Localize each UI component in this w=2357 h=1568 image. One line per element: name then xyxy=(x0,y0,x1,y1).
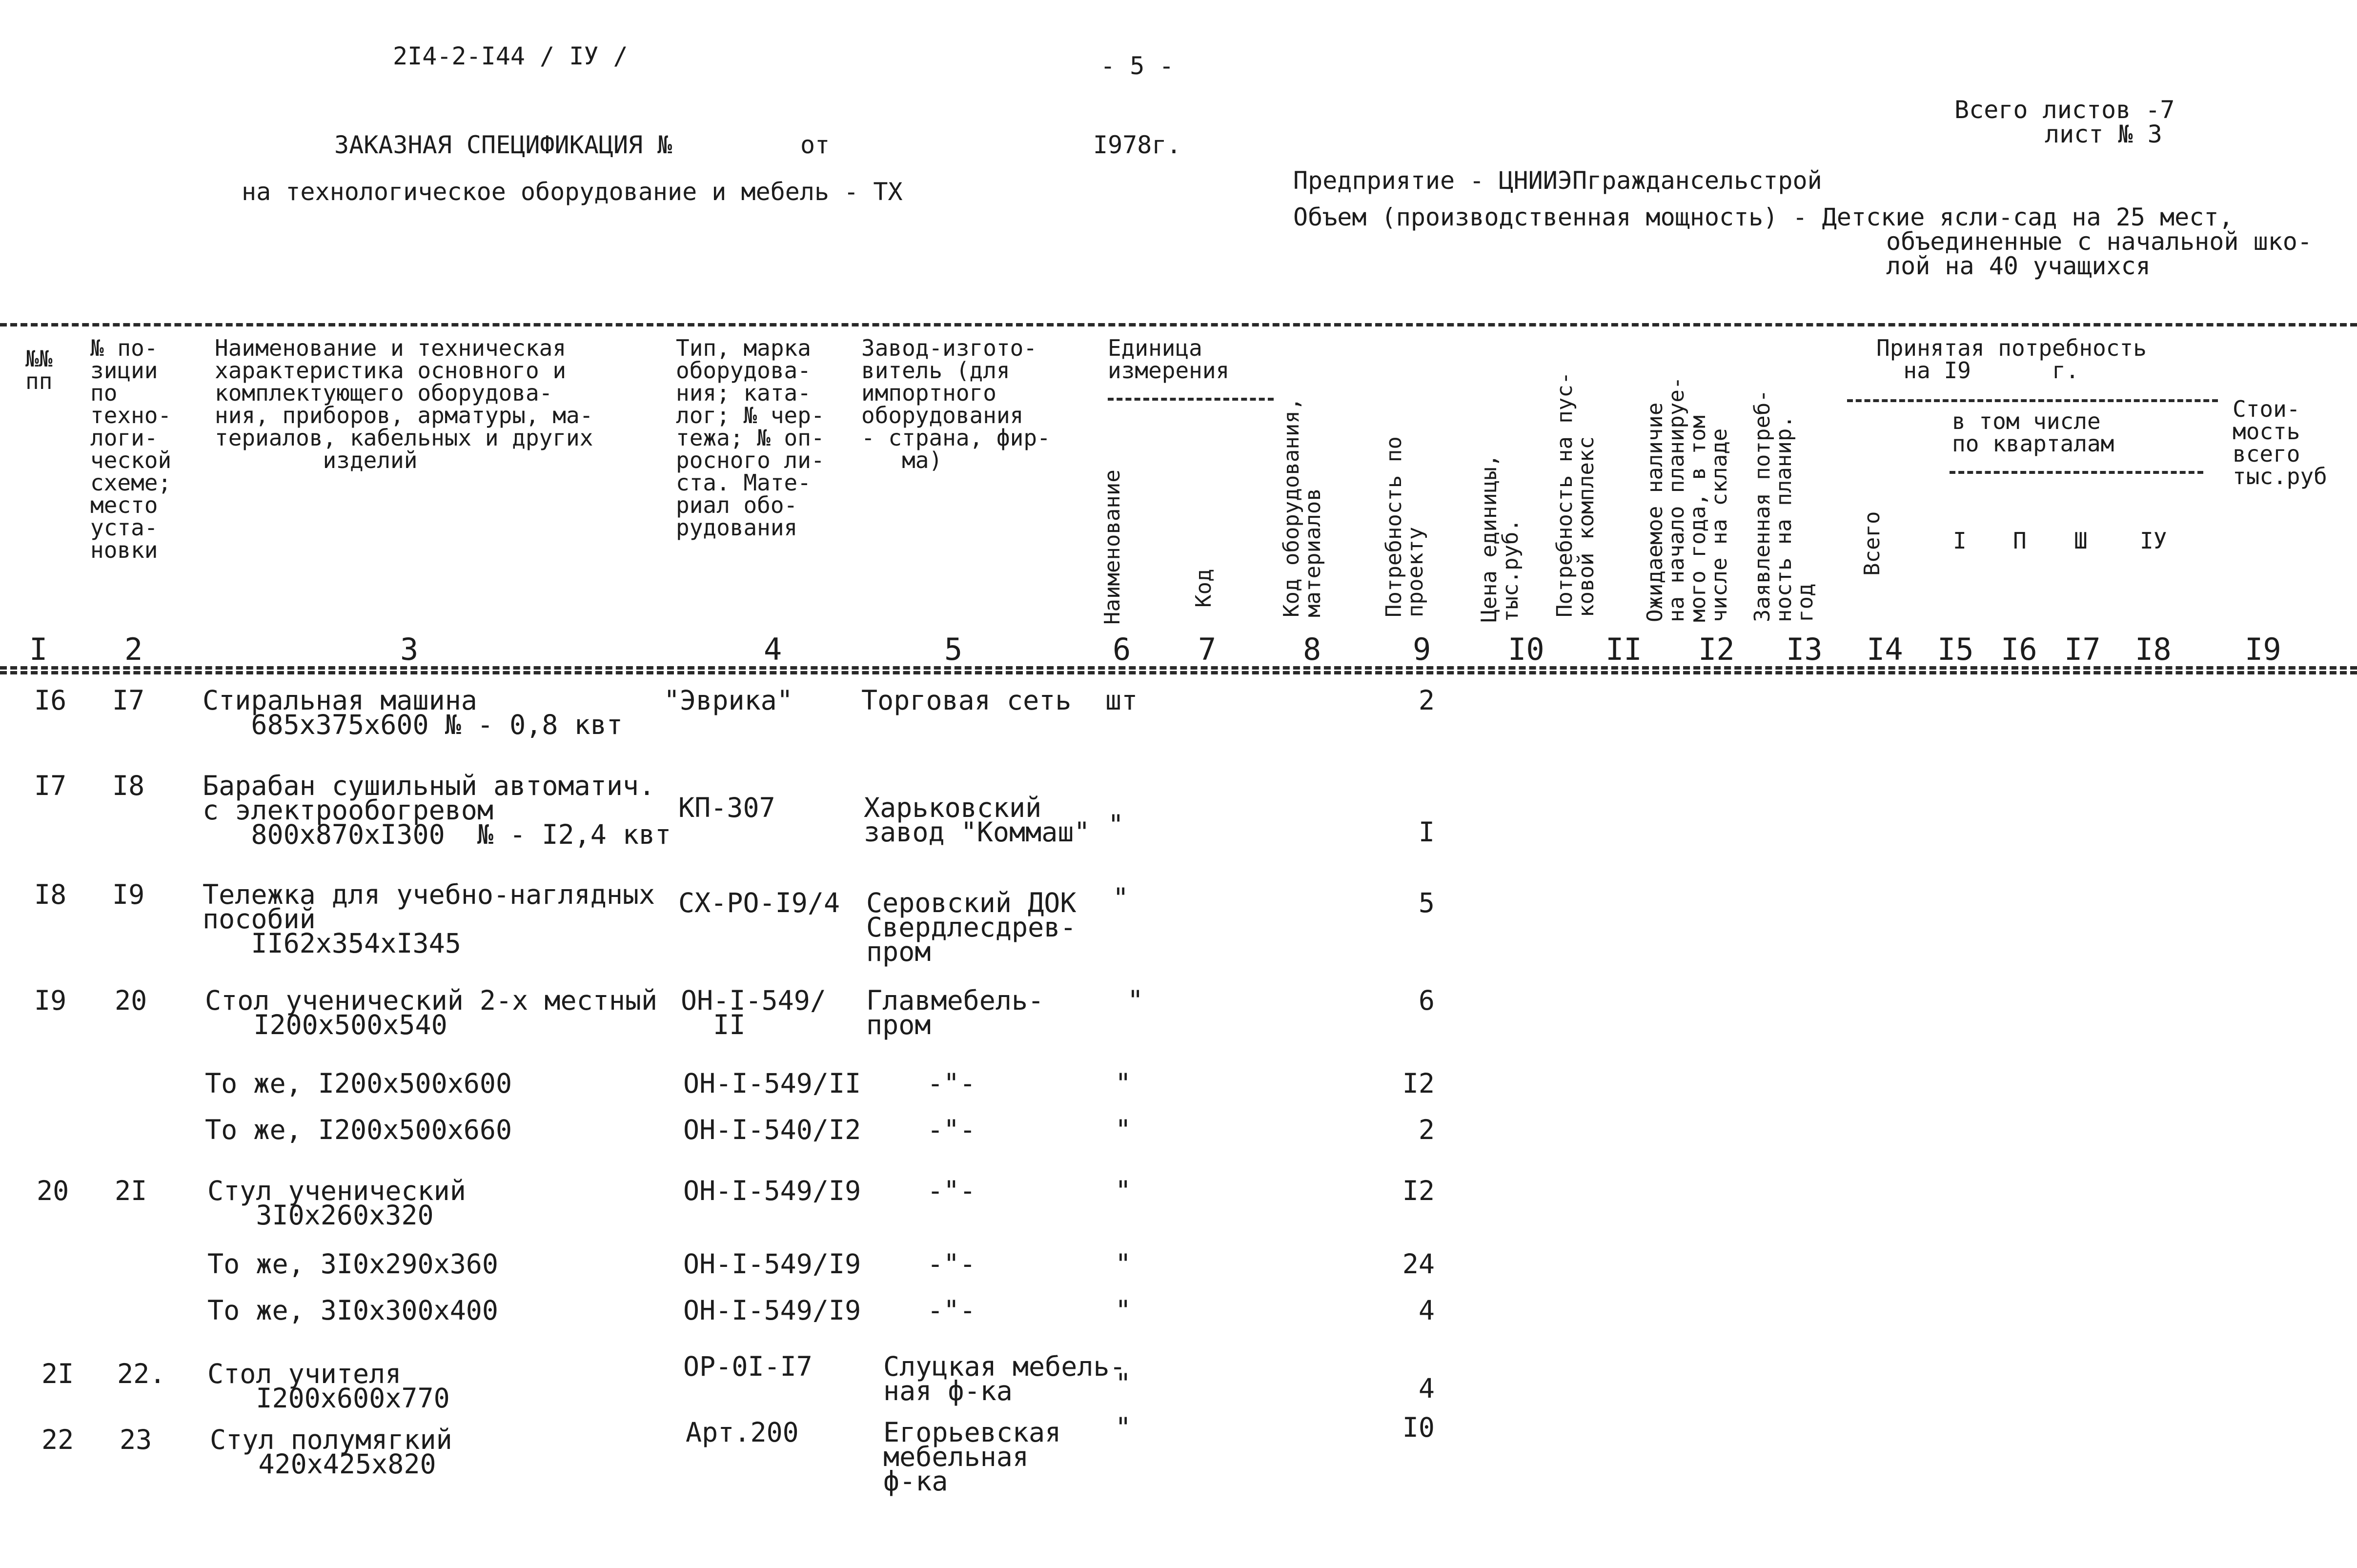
row-item-name: Стул ученический 3I0x260x320 xyxy=(207,1175,466,1231)
col-header-maker: Завод-изгото- витель (для импортного оборудования - страна, фир- ма) xyxy=(861,335,1051,473)
column-number: 3 xyxy=(400,631,419,667)
spec-subtitle: на технологическое оборудование и мебель - ТХ xyxy=(242,178,903,206)
row-item-maker: Слуцкая мебель- ная ф-ка xyxy=(883,1351,1126,1406)
row-number: I7 xyxy=(34,770,67,801)
col-header-total: Всего xyxy=(1860,511,1885,576)
col-header-unit-code: Код xyxy=(1191,569,1216,608)
row-unit: " xyxy=(1115,1068,1132,1099)
row-item-name: Стол учителя I200x600x770 xyxy=(207,1358,450,1414)
row-item-maker: Серовский ДОК Свердлесдрев- пром xyxy=(866,887,1077,967)
col-header-declared-need: Заявленная потреб- ность на планир. год xyxy=(1750,389,1818,622)
row-item-type: СХ-РО-I9/4 xyxy=(678,887,840,918)
spec-year: I978г. xyxy=(1093,131,1181,159)
col-header-q1: I xyxy=(1953,528,1967,554)
row-position: I7 xyxy=(112,685,145,716)
row-item-maker: -"- xyxy=(927,1295,976,1326)
column-number: I8 xyxy=(2135,631,2172,667)
row-unit: " xyxy=(1127,985,1144,1016)
row-quantity: 4 xyxy=(1418,1295,1435,1326)
row-number: 2I xyxy=(41,1358,74,1389)
row-item-name: Стул полумягкий 420x425x820 xyxy=(210,1424,452,1480)
column-number: I xyxy=(29,631,48,667)
row-unit: шт xyxy=(1105,685,1138,716)
page-number: - 5 - xyxy=(1100,52,1174,80)
sheet-number: лист № 3 xyxy=(2045,120,2162,148)
row-unit: " xyxy=(1115,1114,1132,1145)
row-item-maker: -"- xyxy=(927,1068,976,1099)
table-top-rule xyxy=(0,323,2357,326)
quarters-group-rule xyxy=(1950,471,2203,474)
row-item-type: Арт.200 xyxy=(686,1417,799,1448)
column-number: I9 xyxy=(2245,631,2281,667)
column-number: I6 xyxy=(2001,631,2037,667)
row-item-type: ОН-I-549/II xyxy=(683,1068,861,1099)
row-item-maker: -"- xyxy=(927,1175,976,1206)
row-position: 2I xyxy=(115,1175,147,1206)
volume-line-2: объединенные с начальной шко- xyxy=(1886,227,2312,256)
row-unit: " xyxy=(1113,882,1129,914)
row-quantity: 6 xyxy=(1418,985,1435,1016)
col-header-expected-stock: Ожидаемое наличие на начало планируе- мого года, в том числе на складе xyxy=(1643,376,1732,622)
row-item-maker: Егорьевская мебельная ф-ка xyxy=(883,1417,1061,1497)
column-number: 6 xyxy=(1113,631,1131,667)
row-unit: " xyxy=(1115,1175,1132,1206)
col-header-project-need: Потребность по проекту xyxy=(1382,436,1428,617)
row-unit: " xyxy=(1115,1412,1132,1443)
col-header-name: Наименование и техническая характеристика основного и комплектующего оборудова- ния, приборов, арматуры, ма- териалов, кабельных и других изделий xyxy=(215,335,593,473)
accepted-group-rule xyxy=(1847,399,2218,402)
row-item-name: Стол ученический 2-х местный I200x500x540 xyxy=(205,985,658,1040)
column-number: 5 xyxy=(944,631,963,667)
row-item-type: КП-307 xyxy=(678,792,775,823)
volume-line-1: Объем (производственная мощность) - Детские ясли-сад на 25 мест, xyxy=(1293,203,2234,231)
col-header-q4: IУ xyxy=(2140,528,2167,554)
row-quantity: I0 xyxy=(1402,1412,1435,1443)
column-number: II xyxy=(1605,631,1642,667)
column-number: I0 xyxy=(1508,631,1544,667)
column-numbers-bottom-rule xyxy=(0,671,2357,674)
col-header-unit-name: Наименование xyxy=(1100,469,1125,625)
row-item-maker: -"- xyxy=(927,1248,976,1280)
row-position: 23 xyxy=(120,1424,152,1455)
row-item-maker: Торговая сеть xyxy=(861,685,1072,716)
row-quantity: I2 xyxy=(1402,1068,1435,1099)
row-position: I9 xyxy=(112,879,145,910)
column-number: I4 xyxy=(1867,631,1903,667)
column-number: 4 xyxy=(764,631,782,667)
row-item-maker: -"- xyxy=(927,1114,976,1145)
row-item-type: ОН-I-549/I9 xyxy=(683,1175,861,1206)
row-item-type: ОР-0I-I7 xyxy=(683,1351,813,1382)
row-item-type: ОН-I-549/ II xyxy=(681,985,827,1040)
row-quantity: 24 xyxy=(1402,1248,1435,1280)
enterprise-line: Предприятие - ЦНИИЭПграждансельстрой xyxy=(1293,166,1822,195)
row-number: I8 xyxy=(34,879,67,910)
row-item-maker: Харьковский завод "Коммаш" xyxy=(864,792,1090,848)
row-item-name: То же, I200x500x660 xyxy=(205,1114,512,1145)
row-unit: " xyxy=(1115,1248,1132,1280)
col-header-number: №№ пп xyxy=(25,346,53,394)
col-header-unit-group: Единица измерения xyxy=(1108,335,1230,384)
row-position: I8 xyxy=(112,770,145,801)
col-header-accepted-need: Принятая потребность на I9 г. xyxy=(1876,335,2147,384)
column-number: 8 xyxy=(1303,631,1321,667)
column-number: I7 xyxy=(2064,631,2101,667)
row-position: 22. xyxy=(117,1358,166,1389)
spec-title: ЗАКАЗНАЯ СПЕЦИФИКАЦИЯ № xyxy=(334,131,672,159)
row-quantity: I2 xyxy=(1402,1175,1435,1206)
col-header-quarters: в том числе по кварталам xyxy=(1952,408,2114,457)
row-position: 20 xyxy=(115,985,147,1016)
unit-group-rule xyxy=(1108,398,1274,401)
col-header-q2: П xyxy=(2013,528,2027,554)
row-quantity: I xyxy=(1418,816,1435,848)
col-header-material-code: Код оборудования, материалов xyxy=(1279,397,1325,617)
row-number: 20 xyxy=(37,1175,69,1206)
row-quantity: 2 xyxy=(1418,1114,1435,1145)
col-header-q3: Ш xyxy=(2074,528,2088,554)
row-quantity: 5 xyxy=(1418,887,1435,918)
row-number: 22 xyxy=(41,1424,74,1455)
row-item-name: Стиральная машина 685x375x600 № - 0,8 квт xyxy=(203,685,623,740)
column-number: 7 xyxy=(1198,631,1217,667)
row-item-type: ОН-I-549/I9 xyxy=(683,1295,861,1326)
column-number: I5 xyxy=(1937,631,1974,667)
row-item-type: ОН-I-549/I9 xyxy=(683,1248,861,1280)
row-unit: " xyxy=(1115,1295,1132,1326)
col-header-position: № по- зиции по техно- логи- ческой схеме; место уста- новки xyxy=(90,335,172,563)
col-header-startup-need: Потребность на пус- ковой комплекс xyxy=(1552,371,1599,617)
row-item-name: То же, 3I0x300x400 xyxy=(207,1295,499,1326)
row-item-name: То же, I200x500x600 xyxy=(205,1068,512,1099)
row-item-name: Барабан сушильный автоматич. с электрообогревом 800x870xI300 № - I2,4 квт xyxy=(203,770,671,850)
column-number: 9 xyxy=(1413,631,1431,667)
row-item-type: "Эврика" xyxy=(664,685,793,716)
total-sheets: Всего листов -7 xyxy=(1954,96,2175,124)
volume-line-3: лой на 40 учащихся xyxy=(1886,252,2151,280)
row-quantity: 2 xyxy=(1418,685,1435,716)
row-unit: " xyxy=(1115,1368,1132,1399)
spec-from-label: от xyxy=(800,131,830,159)
column-number: I2 xyxy=(1698,631,1735,667)
column-number: 2 xyxy=(124,631,143,667)
row-number: I9 xyxy=(34,985,67,1016)
row-item-maker: Главмебель- пром xyxy=(866,985,1044,1040)
row-unit: " xyxy=(1108,809,1124,840)
column-number: I3 xyxy=(1786,631,1823,667)
row-item-type: ОН-I-540/I2 xyxy=(683,1114,861,1145)
row-item-name: Тележка для учебно-наглядных пособий II62x354xI345 xyxy=(203,879,655,959)
row-quantity: 4 xyxy=(1418,1373,1435,1404)
row-item-name: То же, 3I0x290x360 xyxy=(207,1248,499,1280)
document-code: 2I4-2-I44 / IУ / xyxy=(393,42,628,70)
row-number: I6 xyxy=(34,685,67,716)
col-header-total-cost: Стои- мость всего тыс.руб xyxy=(2233,396,2327,489)
col-header-unit-price: Цена единицы, тыс.руб. xyxy=(1477,454,1523,622)
col-header-type: Тип, марка оборудова- ния; ката- лог; № чер- тежа; № оп- росного ли- ста. Мате- риал обо- рудования xyxy=(676,335,825,541)
